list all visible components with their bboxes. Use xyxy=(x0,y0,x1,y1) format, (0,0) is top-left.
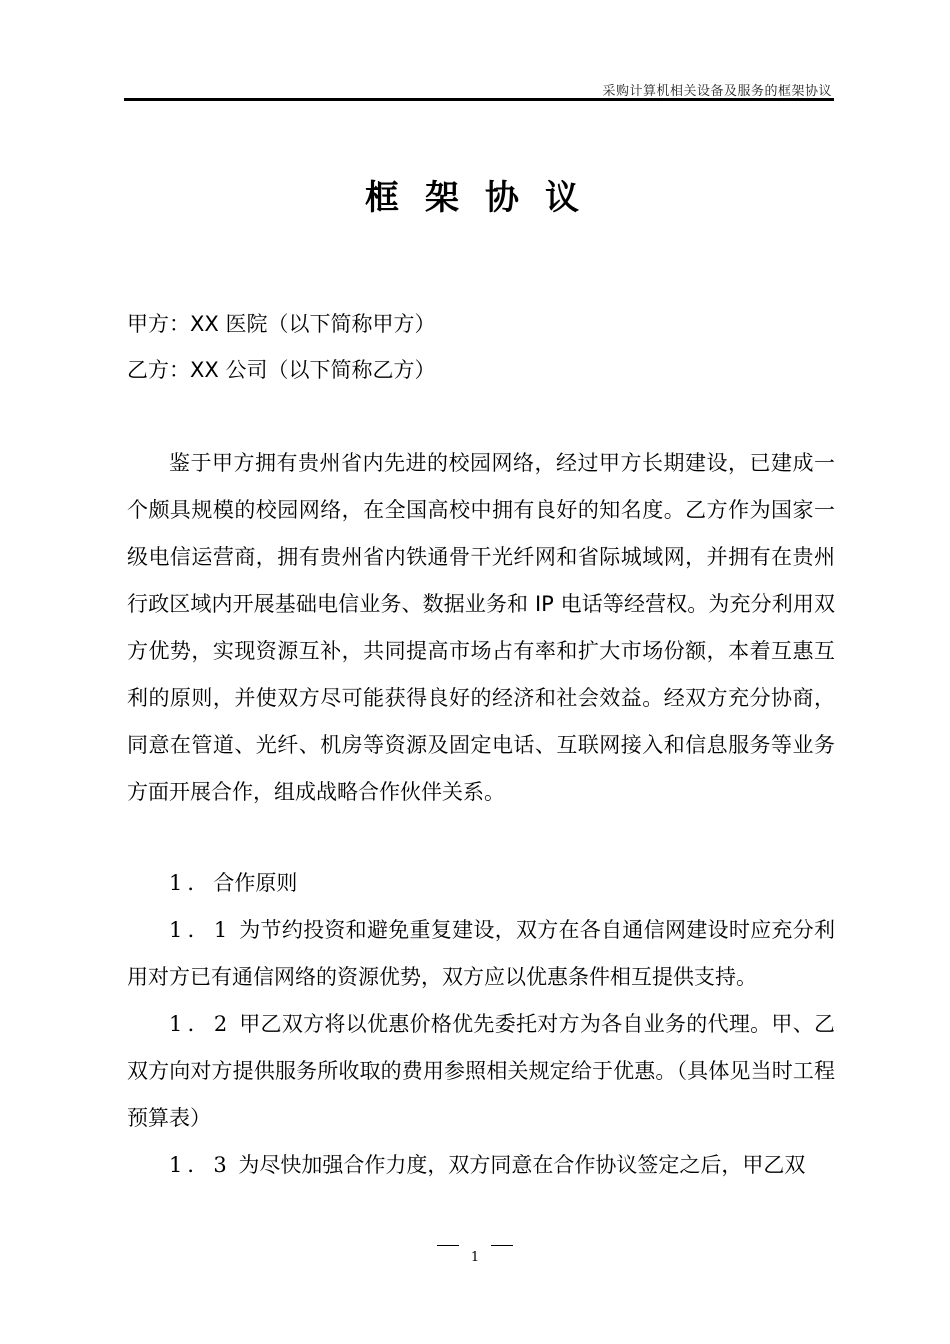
section-text: 甲乙双方将以优惠价格优先委托对方为各自业务的代理。甲、乙双方向对方提供服务所收取的费用参照相关规定给于优惠。（具体见当时工程预算表） xyxy=(127,1012,835,1130)
party-a-line: 甲方：XX 医院（以下简称甲方） xyxy=(127,312,436,336)
document-title: 框架协议 xyxy=(365,178,605,218)
section-clause xyxy=(127,1142,835,1189)
section-text: 合作原则 xyxy=(213,871,298,895)
section-clause xyxy=(127,907,835,1001)
party-b-line: 乙方：XX 公司（以下简称乙方） xyxy=(127,358,436,382)
section-text: 为尽快加强合作力度，双方同意在合作协议签定之后，甲乙双 xyxy=(231,1153,806,1177)
page-footer xyxy=(0,1238,950,1265)
section-number: 1． xyxy=(169,871,214,895)
section-text: 为节约投资和避免重复建设，双方在各自通信网建设时应充分利用对方已有通信网络的资源优势，双方应以优惠条件相互提供支持。 xyxy=(127,918,835,989)
section-number: 1．2 xyxy=(169,1012,233,1036)
page-number: 1 xyxy=(470,1250,480,1265)
header-divider xyxy=(124,98,834,101)
section-number: 1．1 xyxy=(169,918,233,942)
running-header: 采购计算机相关设备及服务的框架协议 xyxy=(602,84,832,99)
sections-block xyxy=(127,860,835,1189)
section-heading-cooperation-principles xyxy=(127,860,835,907)
intro-paragraph: 鉴于甲方拥有贵州省内先进的校园网络，经过甲方长期建设，已建成一个颇具规模的校园网络，在全国高校中拥有良好的知名度。乙方作为国家一级电信运营商，拥有贵州省内铁通骨干光纤网和省际城域网，并拥有在贵州行政区域内开展基础电信业务、数据业务和 IP 电话等经营权。为充分利用双方优势，实现资源互补，共同提高市场占有率和扩大市场份额，本着互惠互利的原则，并使双方尽可能获得良好的经济和社会效益。经双方充分协商，同意在管道、光纤、机房等资源及固定电话、互联网接入和信息服务等业务方面开展合作，组成战略合作伙伴关系。 xyxy=(127,451,835,804)
section-clause xyxy=(127,1001,835,1142)
footer-right-dash xyxy=(491,1245,513,1246)
footer-left-dash xyxy=(437,1245,459,1246)
section-number: 1．3 xyxy=(169,1153,232,1177)
